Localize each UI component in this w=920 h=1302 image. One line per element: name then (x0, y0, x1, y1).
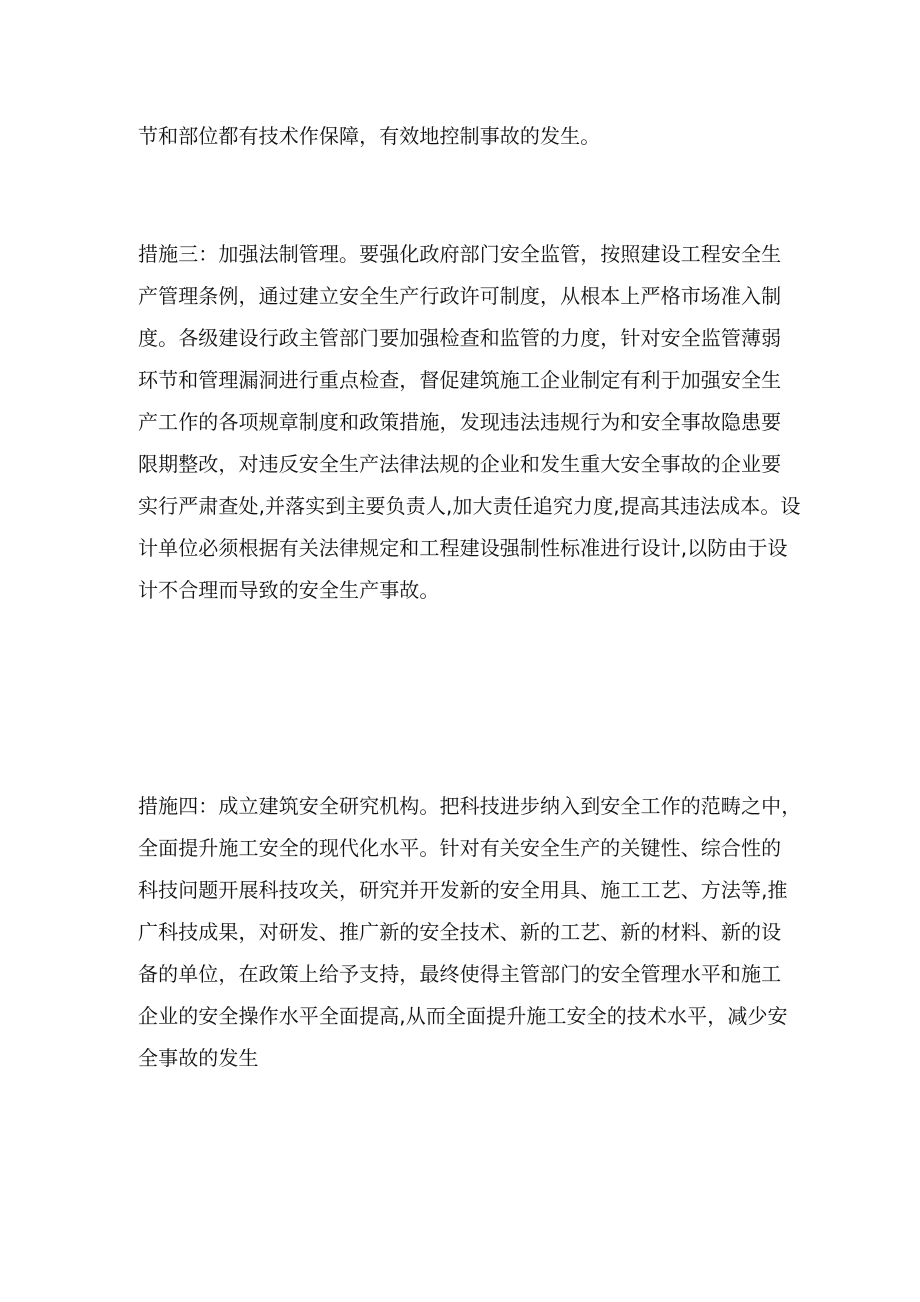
paragraph-measure-three (138, 233, 801, 611)
text-line: 产工作的各项规章制度和政策措施，发现违法违规行为和安全事故隐患要 (138, 410, 782, 434)
text-line: 措施四：成立建筑安全研究机构。把科技进步纳入到安全工作的范畴之中， (138, 794, 802, 818)
text-line: 企业的安全操作水平全面提高,从而全面提升施工安全的技术水平，减少安 (138, 1004, 788, 1028)
text-line: 措施三：加强法制管理。要强化政府部门安全监管，按照建设工程安全生 (138, 242, 782, 266)
text-line: 科技问题开展科技攻关，研究并开发新的安全用具、施工工艺、方法等,推 (138, 878, 788, 902)
text-line: 环节和管理漏洞进行重点检查，督促建筑施工企业制定有利于加强安全生 (138, 368, 782, 392)
paragraph-measure-four (138, 785, 802, 1079)
text-line: 产管理条例，通过建立安全生产行政许可制度，从根本上严格市场准入制 (138, 284, 782, 308)
text-line: 全面提升施工安全的现代化水平。针对有关安全生产的关键性、综合性的 (138, 836, 782, 860)
text-line: 度。各级建设行政主管部门要加强检查和监管的力度，针对安全监管薄弱 (138, 326, 782, 350)
text-line: 计单位必须根据有关法律规定和工程建设强制性标准进行设计,以防由于设 (138, 536, 788, 560)
text-line: 广科技成果，对研发、推广新的安全技术、新的工艺、新的材料、新的设 (138, 920, 782, 944)
text-line: 实行严肃查处,并落实到主要负责人,加大责任追究力度,提高其违法成本。设 (138, 494, 801, 518)
text-line: 限期整改，对违反安全生产法律法规的企业和发生重大安全事故的企业要 (138, 452, 782, 476)
paragraph-continuation (138, 115, 788, 157)
text-line: 计不合理而导致的安全生产事故。 (138, 578, 440, 602)
text-line: 备的单位，在政策上给予支持，最终使得主管部门的安全管理水平和施工 (138, 962, 782, 986)
text-line: 节和部位都有技术作保障，有效地控制事故的发生。 (138, 124, 601, 148)
text-line: 全事故的发生 (138, 1046, 259, 1070)
